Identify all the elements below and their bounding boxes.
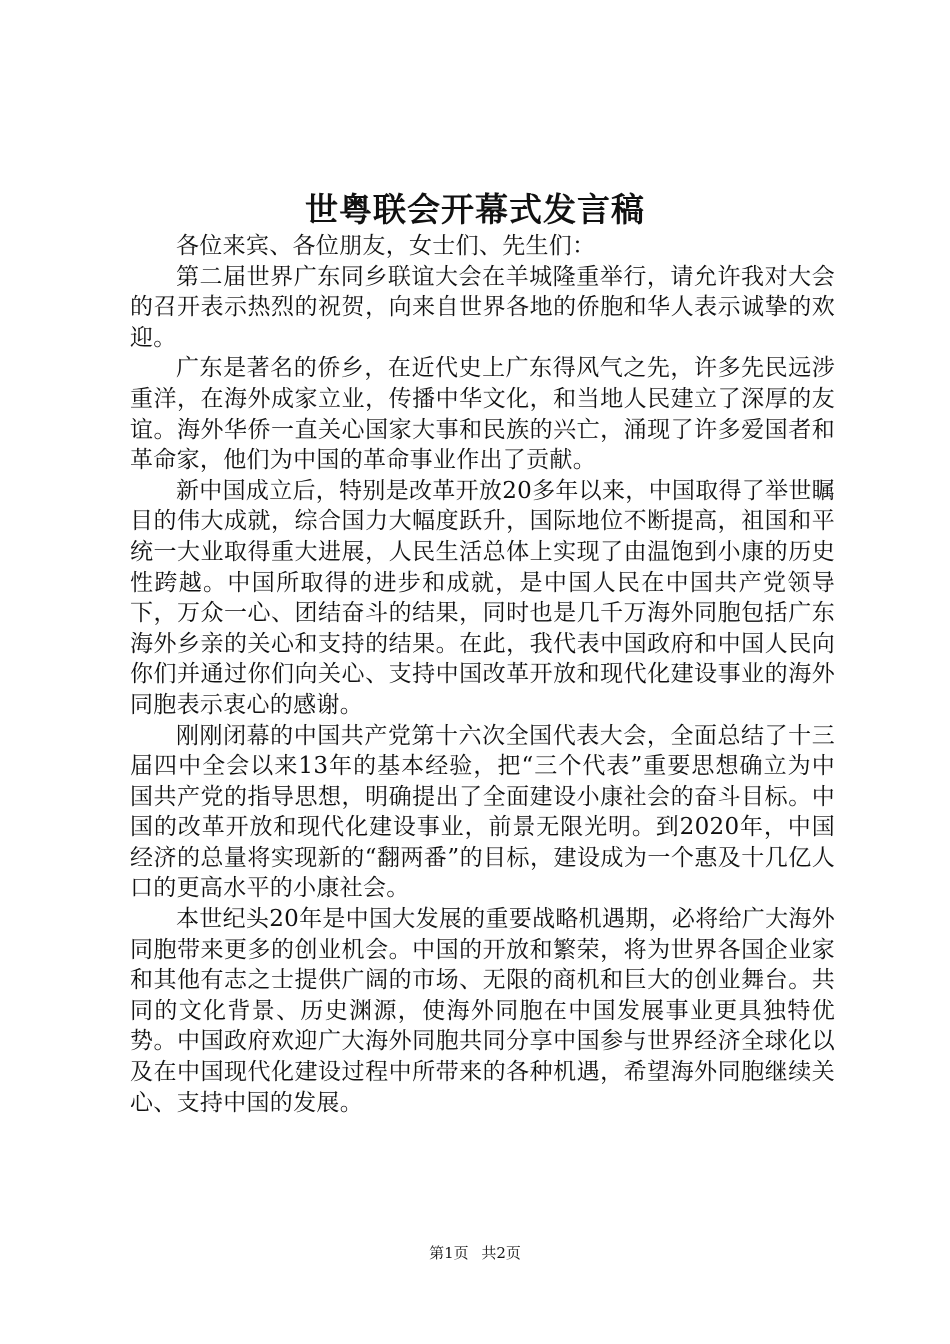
paragraph: 广东是著名的侨乡，在近代史上广东得风气之先，许多先民远涉重洋，在海外成家立业，传播中华文化，和当地人民建立了深厚的友谊。海外华侨一直关心国家大事和民族的兴亡，涌现了许多爱国者和革命家，他们为中国的革命事业作出了贡献。 bbox=[130, 355, 835, 474]
page-number: 第1页 bbox=[429, 1244, 469, 1262]
document-body bbox=[130, 231, 835, 1118]
page-total: 共2页 bbox=[481, 1244, 521, 1262]
paragraph: 刚刚闭幕的中国共产党第十六次全国代表大会，全面总结了十三届四中全会以来13年的基本经验，把“三个代表”重要思想确立为中国共产党的指导思想，明确提出了全面建设小康社会的奋斗目标。中国的改革开放和现代化建设事业，前景无限光明。到2020年，中国经济的总量将实现新的“翻两番”的目标，建设成为一个惠及十几亿人口的更高水平的小康社会。 bbox=[130, 722, 835, 902]
document-title: 世粤联会开幕式发言稿 bbox=[305, 190, 645, 229]
paragraph: 第二届世界广东同乡联谊大会在羊城隆重举行，请允许我对大会的召开表示热烈的祝贺，向来自世界各地的侨胞和华人表示诚挚的欢迎。 bbox=[130, 263, 835, 351]
paragraph-greeting: 各位来宾、各位朋友，女士们、先生们： bbox=[176, 233, 596, 259]
paragraph: 新中国成立后，特别是改革开放20多年以来，中国取得了举世瞩目的伟大成就，综合国力大幅度跃升，国际地位不断提高，祖国和平统一大业取得重大进展，人民生活总体上实现了由温饱到小康的历史性跨越。中国所取得的进步和成就，是中国人民在中国共产党领导下，万众一心、团结奋斗的结果，同时也是几千万海外同胞包括广东海外乡亲的关心和支持的结果。在此，我代表中国政府和中国人民向你们并通过你们向关心、支持中国改革开放和现代化建设事业的海外同胞表示衷心的感谢。 bbox=[130, 477, 835, 718]
paragraph: 本世纪头20年是中国大发展的重要战略机遇期，必将给广大海外同胞带来更多的创业机会。中国的开放和繁荣，将为世界各国企业家和其他有志之士提供广阔的市场、无限的商机和巨大的创业舞台。共同的文化背景、历史渊源，使海外同胞在中国发展事业更具独特优势。中国政府欢迎广大海外同胞共同分享中国参与世界经济全球化以及在中国现代化建设过程中所带来的各种机遇，希望海外同胞继续关心、支持中国的发展。 bbox=[130, 906, 835, 1116]
page-footer bbox=[0, 1243, 950, 1263]
